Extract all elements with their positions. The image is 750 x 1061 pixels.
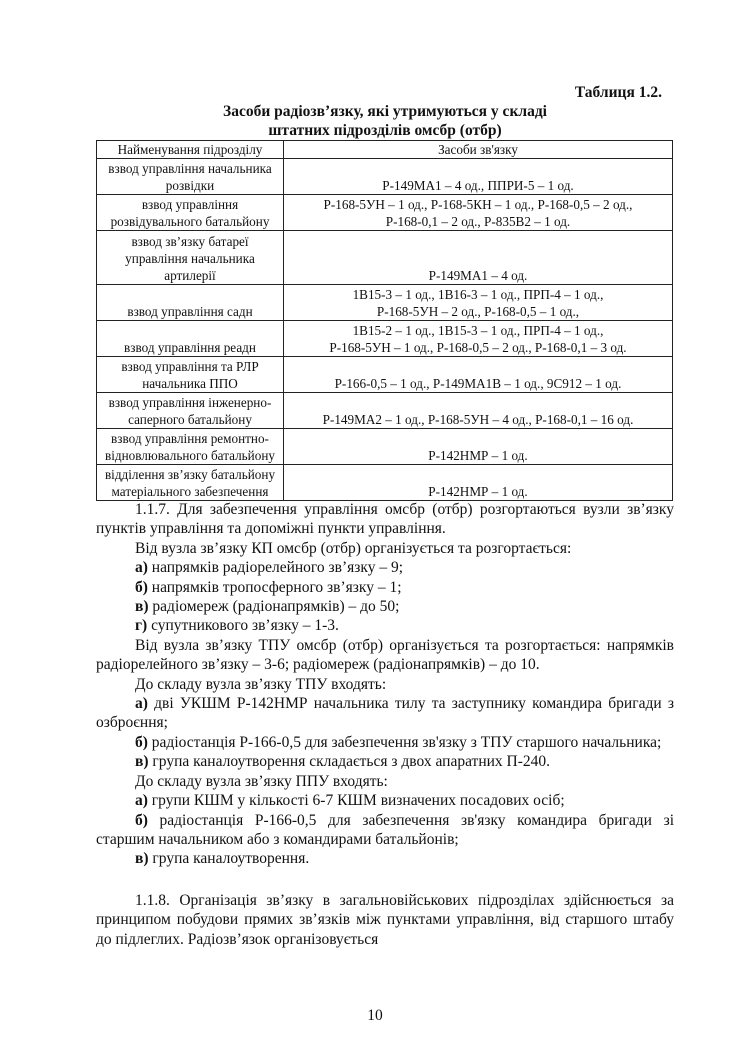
list-item: б) радіостанція Р-166-0,5 для забезпечення зв'язку командира бригади зі старшим начальником або з командирами батальйонів; xyxy=(96,811,674,848)
paragraph: До складу вузла зв’язку ППУ входять: xyxy=(135,772,388,790)
means-cell: Р-166-0,5 – 1 од., Р-149МА1В – 1 од., 9С912 – 1 од. xyxy=(284,357,673,393)
list-marker: а) xyxy=(135,792,148,810)
list-item: в) група каналоутворення складається з двох апаратних П-240. xyxy=(135,753,551,771)
list-marker: а) xyxy=(135,695,148,713)
list-item: б) радіостанція Р-166-0,5 для забезпечення зв'язку з ТПУ старшого начальника; xyxy=(135,733,662,751)
body-text xyxy=(96,500,674,949)
table-row xyxy=(97,195,673,231)
table-caption-line1: Засоби радіозв’язку, які утримуються у складі xyxy=(223,103,547,120)
unit-cell: взвод управління начальника розвідки xyxy=(97,159,284,195)
means-cell: Р-149МА1 – 4 од. xyxy=(284,231,673,285)
table-caption-line2: штатних підрозділів омсбр (отбр) xyxy=(268,122,502,139)
table-row xyxy=(97,393,673,429)
list-marker: б) xyxy=(135,733,148,751)
unit-cell: взвод зв’язку батареї управління начальника артилерії xyxy=(97,231,284,285)
unit-cell: взвод управління реадн xyxy=(97,321,284,357)
paragraph: До складу вузла зв’язку ТПУ входять: xyxy=(135,675,387,693)
list-marker: г) xyxy=(135,617,148,635)
spacer xyxy=(96,869,674,891)
list-item: в) група каналоутворення. xyxy=(135,850,310,868)
list-item: а) напрямків радіорелейного зв’язку – 9; xyxy=(135,559,404,577)
list-marker: в) xyxy=(135,598,149,616)
header-means: Засоби зв'язку xyxy=(284,141,673,159)
unit-cell: взвод управління розвідувального батальйону xyxy=(97,195,284,231)
table-header-row xyxy=(97,141,673,159)
means-cell: Р-168-5УН – 1 од., Р-168-5КН – 1 од., Р-168-0,5 – 2 од., Р-168-0,1 – 2 од., Р-835В2 – 1 од. xyxy=(284,195,673,231)
means-cell: Р-149МА2 – 1 од., Р-168-5УН – 4 од., Р-168-0,1 – 16 од. xyxy=(284,393,673,429)
page-number: 10 xyxy=(367,1007,383,1024)
list-marker: а) xyxy=(135,559,148,577)
paragraph: 1.1.7. Для забезпечення управління омсбр (отбр) розгортаються вузли зв’язку пунктів управління та допоміжні пункти управління. xyxy=(96,501,674,538)
communication-means-table xyxy=(96,140,673,501)
paragraph: Від вузла зв’язку КП омсбр (отбр) організується та розгортається: xyxy=(135,539,572,557)
unit-cell: відділення зв’язку батальйону матеріального забезпечення xyxy=(97,465,284,501)
means-cell: Р-142НМР – 1 од. xyxy=(284,429,673,465)
table-row xyxy=(97,357,673,393)
list-marker: б) xyxy=(135,578,148,596)
list-marker: б) xyxy=(135,811,148,829)
list-item: в) радіомереж (радіонапрямків) – до 50; xyxy=(135,598,400,616)
table-row xyxy=(97,285,673,321)
unit-cell: взвод управління садн xyxy=(97,285,284,321)
paragraph: Від вузла зв’язку ТПУ омсбр (отбр) організується та розгортається: напрямків радіорелейного зв’язку – 3-6; радіомереж (радіонапрямків) – до 10. xyxy=(96,636,674,674)
table-row xyxy=(97,321,673,357)
table-row xyxy=(97,231,673,285)
table-number: Таблиця 1.2. xyxy=(574,84,662,101)
list-item: а) дві УКШМ Р-142НМР начальника тилу та заступнику командира бригади з озброєння; xyxy=(96,695,674,732)
unit-cell: взвод управління інженерно-саперного батальйону xyxy=(97,393,284,429)
table-row xyxy=(97,429,673,465)
list-item: а) групи КШМ у кількості 6-7 КШМ визначених посадових осіб; xyxy=(135,792,565,810)
header-unit: Найменування підрозділу xyxy=(97,141,284,159)
list-marker: в) xyxy=(135,850,149,868)
list-marker: в) xyxy=(135,753,149,771)
list-item: б) напрямків тропосферного зв’язку – 1; xyxy=(135,578,402,596)
table-caption xyxy=(96,102,674,140)
unit-cell: взвод управління та РЛР начальника ППО xyxy=(97,357,284,393)
means-cell: 1В15-3 – 1 од., 1В16-3 – 1 од., ПРП-4 – 1 од., Р-168-5УН – 2 од., Р-168-0,5 – 1 од., xyxy=(284,285,673,321)
paragraph: 1.1.8. Організація зв’язку в загальновійськових підрозділах здійснюється за принципом побудови прямих зв’язків між пунктами управління, від старшого штабу до підлеглих. Радіозв’язок організовується xyxy=(96,891,674,948)
list-item: г) супутникового зв’язку – 1-3. xyxy=(135,617,339,635)
unit-cell: взвод управління ремонтно-відновлювального батальйону xyxy=(97,429,284,465)
table-row xyxy=(97,159,673,195)
table-row xyxy=(97,465,673,501)
means-cell: Р-149МА1 – 4 од., ППРИ-5 – 1 од. xyxy=(284,159,673,195)
means-cell: 1В15-2 – 1 од., 1В15-3 – 1 од., ПРП-4 – 1 од., Р-168-5УН – 1 од., Р-168-0,5 – 2 од., Р-168-0,1 – 3 од. xyxy=(284,321,673,357)
means-cell: Р-142НМР – 1 од. xyxy=(284,465,673,501)
